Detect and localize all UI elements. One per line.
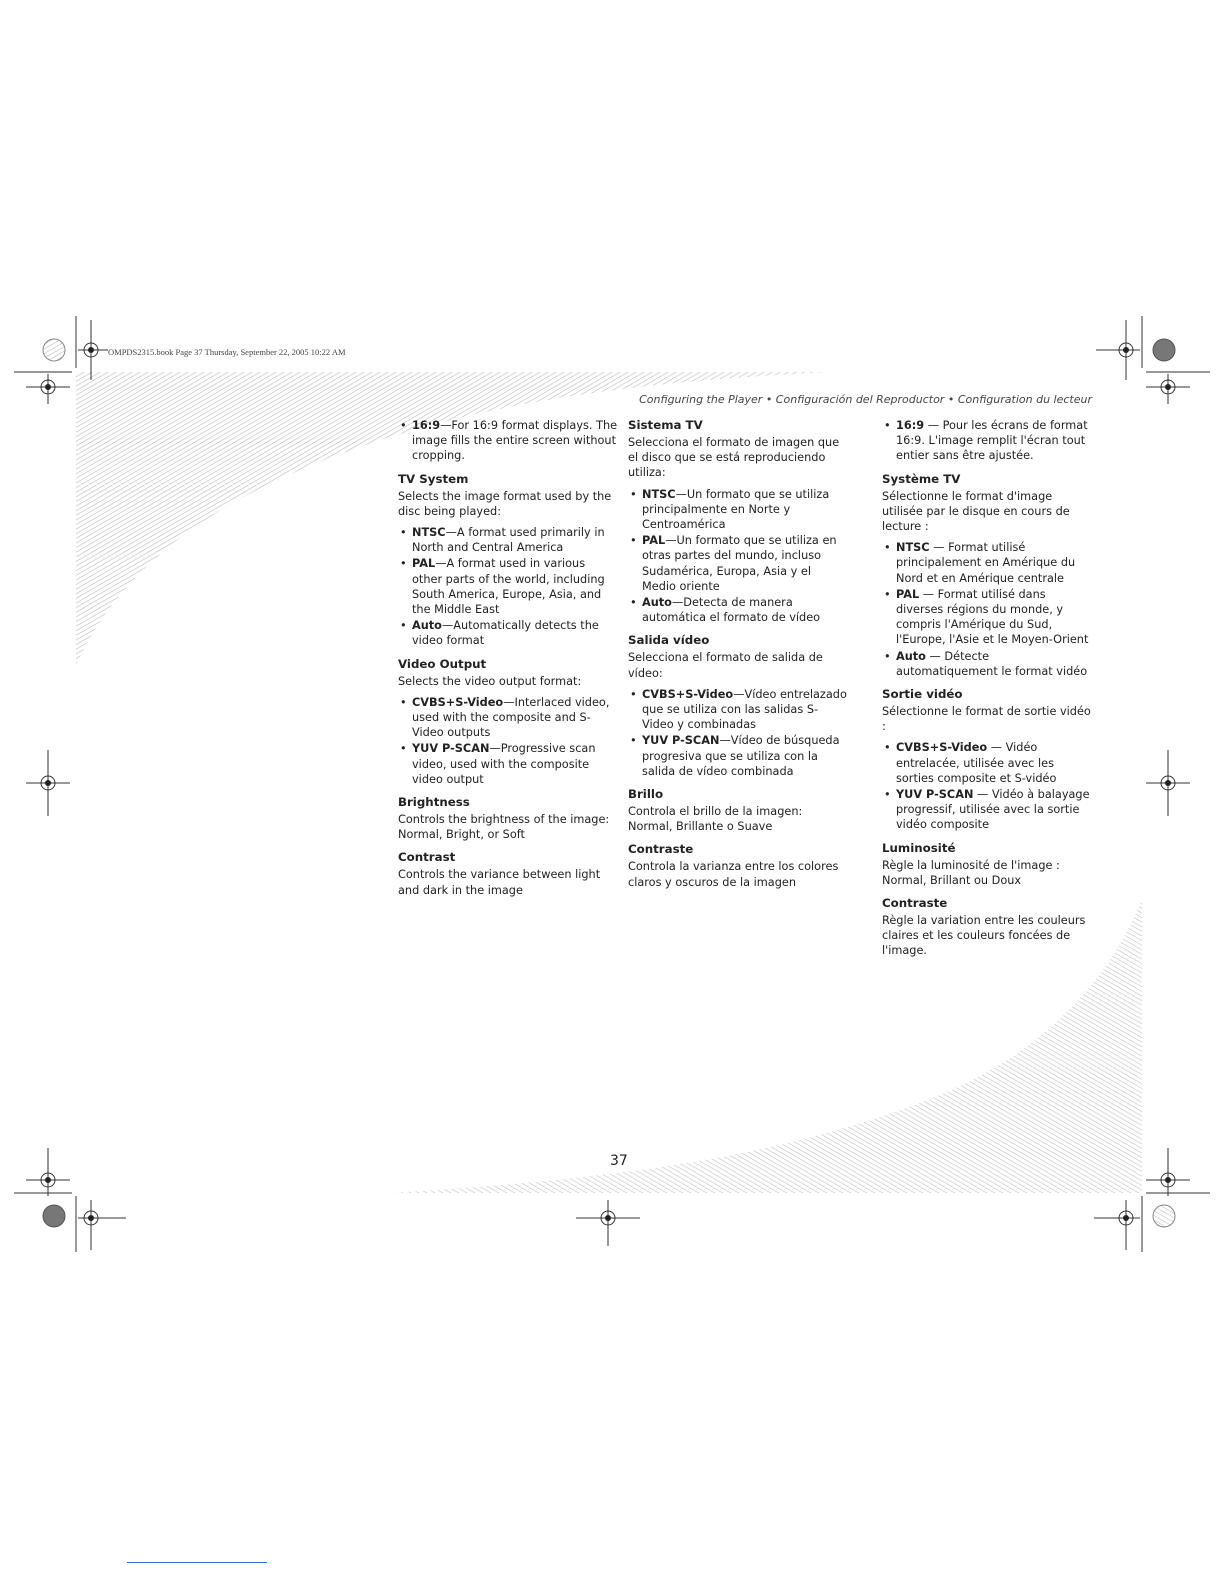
- spanish-column: [628, 418, 848, 890]
- fr-item-ntsc: • NTSC — Format utilisé principalement en Amérique du Nord et en Amérique centrale: [882, 540, 1094, 586]
- es-item-yuv: • YUV P-SCAN—Vídeo de búsqueda progresiva que se utiliza con la salida de vídeo combinada: [628, 733, 848, 779]
- fr-heading-contrast: Contraste: [882, 896, 948, 911]
- color-disc-bottom-right: [1153, 1205, 1175, 1227]
- fr-item-169: • 16:9 — Pour les écrans de format 16:9. L'image remplit l'écran tout entier sans être ajustée.: [882, 418, 1094, 464]
- registration-mark-right-lower: [1146, 1148, 1190, 1196]
- registration-mark-bottom-center: [576, 1200, 640, 1246]
- fr-item-auto: • Auto — Détecte automatiquement le format vidéo: [882, 649, 1094, 679]
- en-format-list: [398, 418, 618, 464]
- en-item-ntsc: • NTSC—A format used primarily in North and Central America: [398, 525, 618, 555]
- en-tv-system-intro: Selects the image format used by the disc being played:: [398, 489, 612, 518]
- color-disc-top-right: [1153, 339, 1175, 361]
- fr-heading-tv-system: Système TV: [882, 471, 961, 486]
- english-column: [398, 418, 618, 898]
- en-heading-video-output: Video Output: [398, 656, 487, 671]
- en-contrast-text: Controls the variance between light and dark in the image: [398, 868, 601, 897]
- en-item-pal: • PAL—A format used in various other parts of the world, including South America, Europe, Asia, and the Middle East: [398, 556, 618, 617]
- en-video-output-list: [398, 695, 618, 787]
- color-disc-bottom-left: [43, 1205, 65, 1227]
- en-heading-tv-system: TV System: [398, 471, 469, 486]
- es-video-output-list: [628, 687, 848, 779]
- print-slug: OMPDS2315.book Page 37 Thursday, September 22, 2005 10:22 AM: [108, 347, 346, 357]
- french-column: [882, 418, 1094, 959]
- color-disc-top-left: [43, 339, 65, 361]
- en-video-output-intro: Selects the video output format:: [398, 674, 582, 688]
- fr-item-pal: • PAL — Format utilisé dans diverses régions du monde, y compris l'Amérique du Sud, l'Europe, l'Asie et le Moyen-Orient: [882, 587, 1094, 648]
- registration-mark-bottom-right: [1094, 1200, 1140, 1250]
- page-number: 37: [610, 1153, 628, 1169]
- es-item-auto: • Auto—Detecta de manera automática el formato de vídeo: [628, 595, 848, 625]
- es-tv-system-list: [628, 487, 848, 626]
- fr-tv-system-list: [882, 540, 1094, 679]
- fr-contrast-text: Règle la variation entre les couleurs claires et les couleurs foncées de l'image.: [882, 914, 1086, 958]
- en-item-yuv: • YUV P-SCAN—Progressive scan video, used with the composite video output: [398, 741, 618, 787]
- es-video-output-intro: Selecciona el formato de salida de vídeo:: [628, 651, 823, 680]
- es-item-cvbs: • CVBS+S-Video—Vídeo entrelazado que se utiliza con las salidas S-Video y combinadas: [628, 687, 848, 733]
- es-heading-tv-system: Sistema TV: [628, 418, 703, 432]
- bottom-link-rule: [127, 1562, 267, 1563]
- en-item-cvbs: • CVBS+S-Video—Interlaced video, used with the composite and S-Video outputs: [398, 695, 618, 741]
- en-heading-contrast: Contrast: [398, 850, 456, 865]
- fr-video-output-intro: Sélectionne le format de sortie vidéo :: [882, 705, 1091, 734]
- es-contrast-text: Controla la varianza entre los colores claros y oscuros de la imagen: [628, 860, 839, 889]
- registration-mark-bottom-left: [78, 1200, 126, 1250]
- es-item-pal: • PAL—Un formato que se utiliza en otras partes del mundo, incluso Sudamérica, Europa, Asia y el Medio oriente: [628, 533, 848, 594]
- es-heading-video-output: Salida vídeo: [628, 633, 710, 648]
- es-tv-system-intro: Selecciona el formato de imagen que el disco que se está reproduciendo utiliza:: [628, 436, 840, 480]
- registration-mark-left-lower: [26, 1148, 70, 1196]
- fr-brightness-text: Règle la luminosité de l'image : Normal, Brillant ou Doux: [882, 858, 1060, 887]
- fr-video-output-list: [882, 740, 1094, 832]
- fr-tv-system-intro: Sélectionne le format d'image utilisée par le disque en cours de lecture :: [882, 489, 1070, 534]
- en-item-169: • 16:9—For 16:9 format displays. The image fills the entire screen without cropping.: [398, 418, 618, 464]
- fr-item-cvbs: • CVBS+S-Video — Vidéo entrelacée, utilisée avec les sorties composite et S-vidéo: [882, 740, 1094, 786]
- fr-heading-video-output: Sortie vidéo: [882, 687, 963, 702]
- es-brightness-text: Controla el brillo de la imagen: Normal, Brillante o Suave: [628, 805, 803, 834]
- es-heading-contrast: Contraste: [628, 842, 694, 857]
- fr-format-list: [882, 418, 1094, 464]
- en-item-auto: • Auto—Automatically detects the video format: [398, 618, 618, 648]
- fr-heading-brightness: Luminosité: [882, 840, 956, 855]
- es-heading-brightness: Brillo: [628, 787, 664, 802]
- running-head: Configuring the Player • Configuración del Reproductor • Configuration du lecteur: [639, 393, 1092, 406]
- es-item-ntsc: • NTSC—Un formato que se utiliza principalmente en Norte y Centroamérica: [628, 487, 848, 533]
- fr-item-yuv: • YUV P-SCAN — Vidéo à balayage progressif, utilisée avec la sortie vidéo composite: [882, 787, 1094, 833]
- en-tv-system-list: [398, 525, 618, 649]
- en-brightness-text: Controls the brightness of the image: Normal, Bright, or Soft: [398, 813, 610, 842]
- en-heading-brightness: Brightness: [398, 795, 470, 810]
- registration-mark-top-right: [1096, 320, 1140, 380]
